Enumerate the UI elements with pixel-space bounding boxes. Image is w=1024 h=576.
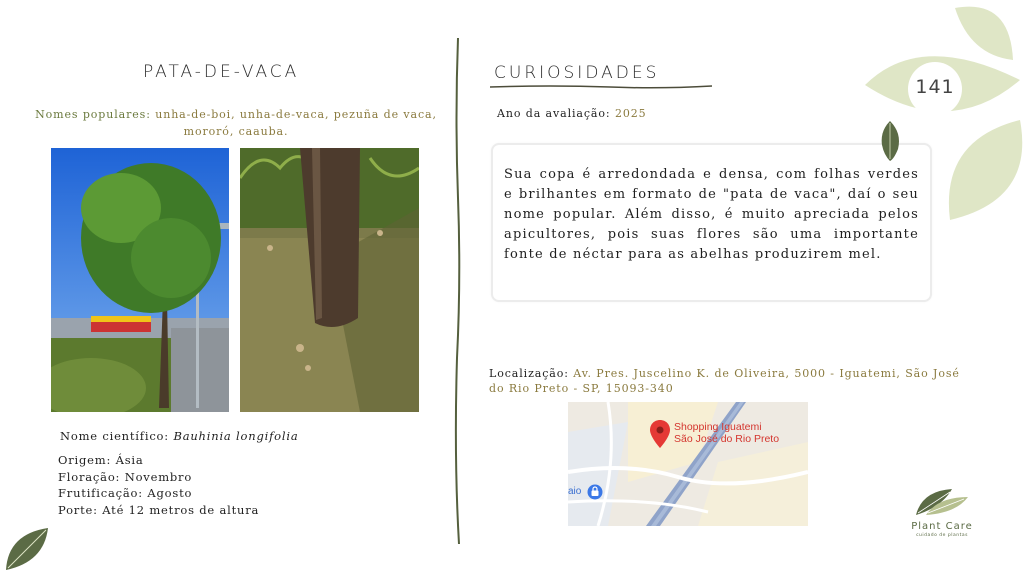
popular-names-label: Nomes populares: xyxy=(35,108,151,121)
fact-flowering: Floração: Novembro xyxy=(58,469,193,484)
scientific-name-value: Bauhinia longifolia xyxy=(173,429,299,443)
small-leaf-icon xyxy=(878,121,902,161)
page-number: 141 xyxy=(915,76,955,98)
brand-tagline: cuidado de plantas xyxy=(916,533,968,538)
map-pin-icon xyxy=(650,420,670,448)
scientific-name-label: Nome científico: xyxy=(60,429,169,443)
popular-names-value: unha-de-boi, unha-de-vaca, pezuña de vaca, mororó, caauba. xyxy=(155,108,437,138)
description-text: Sua copa é arredondada e densa, com folhas verdes e brilhantes em formato de "pata de vaca", daí o seu nome popular. Além disso, é muito apreciada pelos apicultores, pois suas flores são uma importante fonte de néctar para as abelhas produzirem mel. xyxy=(504,167,919,262)
plant-facts xyxy=(58,452,259,518)
fact-origin: Origem: Ásia xyxy=(58,453,144,467)
map-partial-label: aio xyxy=(568,486,582,497)
curiosities-title: CURIOSIDADES xyxy=(494,63,660,83)
evaluation-year-label: Ano da avaliação: xyxy=(497,107,611,120)
location-label: Localização: xyxy=(489,367,569,380)
scientific-name xyxy=(60,429,298,443)
location-value: Av. Pres. Juscelino K. de Oliveira, 5000 - Iguatemi, São José do Rio Preto - SP, 15093-340 xyxy=(489,367,960,395)
title-underline xyxy=(490,84,712,90)
plant-care-logo-icon xyxy=(912,487,970,519)
plant-title: PATA-DE-VACA xyxy=(143,62,300,82)
map-place-line1: Shopping Iguatemi xyxy=(674,421,762,433)
location-map[interactable] xyxy=(568,402,808,526)
leaf-decoration-icon xyxy=(2,524,52,574)
fact-size: Porte: Até 12 metros de altura xyxy=(58,502,260,517)
tree-photo xyxy=(51,148,229,412)
popular-names xyxy=(30,106,442,140)
map-place-line2: São José do Rio Preto xyxy=(674,433,780,445)
evaluation-year xyxy=(497,107,647,120)
evaluation-year-value: 2025 xyxy=(614,107,647,120)
map-place-label xyxy=(674,421,779,445)
page-number-badge xyxy=(908,62,962,116)
location xyxy=(489,366,979,396)
trunk-photo xyxy=(240,148,419,412)
fact-fruiting: Frutificação: Agosto xyxy=(58,486,193,500)
brand-name: Plant Care xyxy=(911,521,973,532)
shopping-bag-icon xyxy=(587,484,603,500)
column-divider xyxy=(452,38,464,544)
